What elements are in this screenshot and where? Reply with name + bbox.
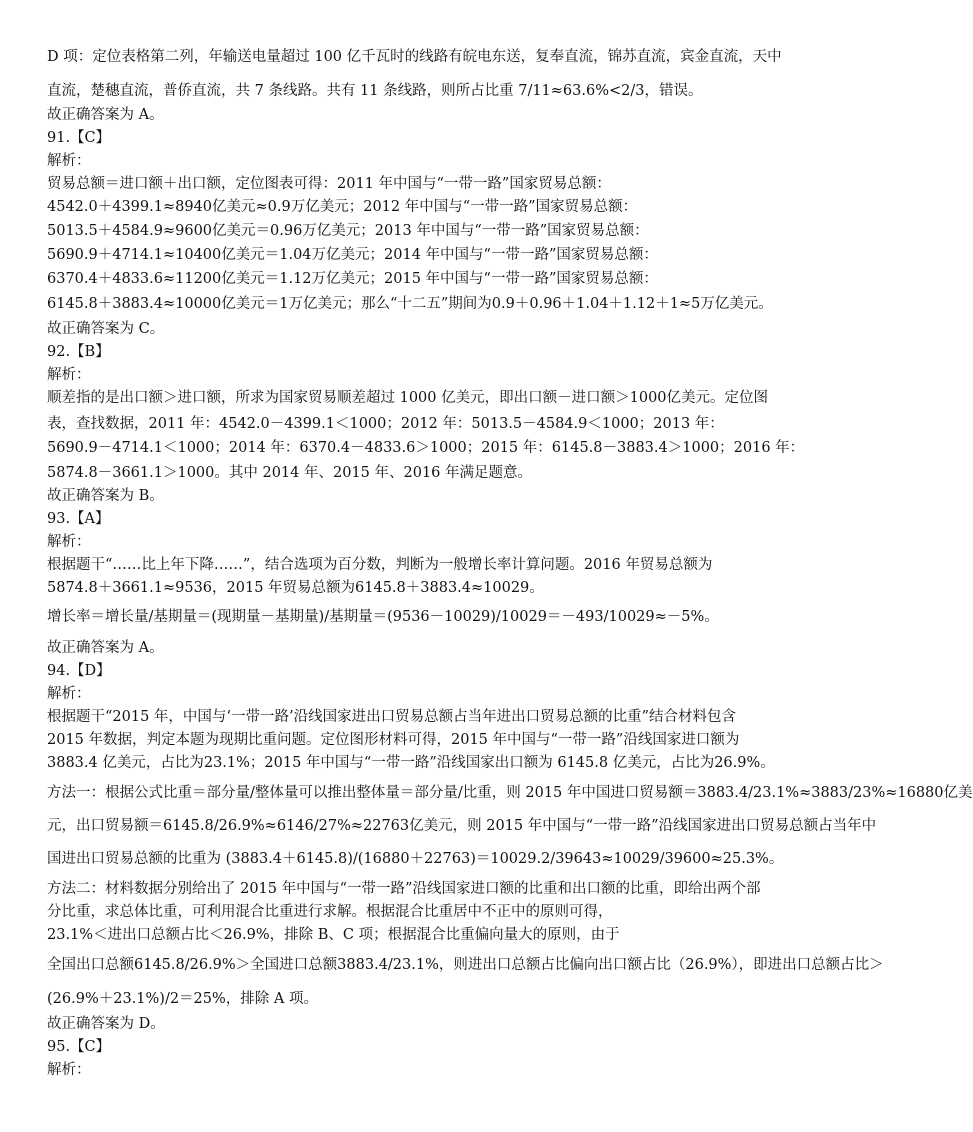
text-line: 故正确答案为 A。	[47, 107, 164, 123]
text-line: 根据题干“2015 年，中国与‘一带一路’沿线国家进出口贸易总额占当年进出口贸易总额的比重”结合材料包含	[47, 709, 737, 725]
text-line: 92.【B】	[47, 344, 110, 360]
text-line: 故正确答案为 C。	[47, 321, 165, 337]
text-line: 2015 年数据，判定本题为现期比重问题。定位图形材料可得，2015 年中国与“一带一路”沿线国家进口额为	[47, 732, 740, 748]
text-line: (26.9%＋23.1%)/2＝25%，排除 A 项。	[47, 991, 318, 1007]
text-line: 故正确答案为 D。	[47, 1016, 165, 1032]
text-line: 解析：	[47, 367, 91, 383]
text-line: 5874.8－3661.1＞1000。其中 2014 年、2015 年、2016 年满足题意。	[47, 465, 533, 481]
text-line: D 项：定位表格第二列，年输送电量超过 100 亿千瓦时的线路有皖电东送，复奉直流，锦苏直流，宾金直流，天中	[47, 49, 782, 65]
text-line: 3883.4 亿美元，占比为23.1%；2015 年中国与“一带一路”沿线国家出口额为 6145.8 亿美元，占比为26.9%。	[47, 755, 775, 771]
text-line: 增长率＝增长量/基期量＝(现期量－基期量)/基期量＝(9536－10029)/10029＝－493/10029≈－5%。	[47, 609, 719, 625]
text-line: 故正确答案为 B。	[47, 488, 164, 504]
text-line: 5690.9－4714.1＜1000；2014 年：6370.4－4833.6＞1000；2015 年：6145.8－3883.4＞1000；2016 年：	[47, 440, 805, 456]
text-line: 4542.0＋4399.1≈8940亿美元≈0.9万亿美元；2012 年中国与“一带一路”国家贸易总额：	[47, 199, 638, 215]
text-line: 解析：	[47, 153, 91, 169]
text-line: 94.【D】	[47, 663, 111, 679]
text-line: 故正确答案为 A。	[47, 640, 164, 656]
text-line: 方法二：材料数据分别给出了 2015 年中国与“一带一路”沿线国家进口额的比重和出口额的比重，即给出两个部	[47, 881, 761, 897]
text-line: 方法一：根据公式比重＝部分量/整体量可以推出整体量＝部分量/比重，则 2015 年中国进口贸易额＝3883.4/23.1%≈3883/23%≈16880亿美	[47, 785, 973, 801]
text-line: 5013.5＋4584.9≈9600亿美元＝0.96万亿美元；2013 年中国与“一带一路”国家贸易总额：	[47, 223, 649, 239]
text-line: 国进出口贸易总额的比重为 (3883.4＋6145.8)/(16880＋22763)＝10029.2/39643≈10029/39600≈25.3%。	[47, 851, 784, 867]
text-line: 解析：	[47, 534, 91, 550]
text-line: 5874.8＋3661.1≈9536，2015 年贸易总额为6145.8＋3883.4≈10029。	[47, 580, 544, 596]
text-line: 全国出口总额6145.8/26.9%＞全国进口总额3883.4/23.1%，则进出口总额占比偏向出口额占比（26.9%），即进出口总额占比＞	[47, 957, 884, 973]
text-line: 93.【A】	[47, 511, 110, 527]
text-line: 95.【C】	[47, 1039, 111, 1055]
text-line: 直流，楚穗直流，普侨直流，共 7 条线路。共有 11 条线路，则所占比重 7/11≈63.6%<2/3，错误。	[47, 83, 703, 99]
text-line: 91.【C】	[47, 130, 111, 146]
text-line: 解析：	[47, 1062, 91, 1078]
text-line: 6145.8＋3883.4≈10000亿美元＝1万亿美元；那么“十二五”期间为0.9＋0.96＋1.04＋1.12＋1≈5万亿美元。	[47, 296, 773, 312]
text-line: 贸易总额＝进口额＋出口额，定位图表可得：2011 年中国与“一带一路”国家贸易总额：	[47, 176, 611, 192]
text-line: 根据题干“……比上年下降……”，结合选项为百分数，判断为一般增长率计算问题。2016 年贸易总额为	[47, 557, 713, 573]
text-line: 分比重，求总体比重，可利用混合比重进行求解。根据混合比重居中不正中的原则可得，	[47, 904, 613, 920]
text-line: 解析：	[47, 686, 91, 702]
text-line: 表，查找数据，2011 年：4542.0－4399.1＜1000；2012 年：5013.5－4584.9＜1000；2013 年：	[47, 416, 724, 432]
text-line: 5690.9＋4714.1≈10400亿美元＝1.04万亿美元；2014 年中国与“一带一路”国家贸易总额：	[47, 247, 658, 263]
text-line: 元，出口贸易额＝6145.8/26.9%≈6146/27%≈22763亿美元，则 2015 年中国与“一带一路”沿线国家进出口贸易总额占当年中	[47, 818, 877, 834]
text-line: 6370.4＋4833.6≈11200亿美元＝1.12万亿美元；2015 年中国与“一带一路”国家贸易总额：	[47, 271, 658, 287]
text-line: 顺差指的是出口额＞进口额，所求为国家贸易顺差超过 1000 亿美元，即出口额－进口额＞1000亿美元。定位图	[47, 390, 769, 406]
text-line: 23.1%＜进出口总额占比＜26.9%，排除 B、C 项；根据混合比重偏向量大的原则，由于	[47, 927, 620, 943]
